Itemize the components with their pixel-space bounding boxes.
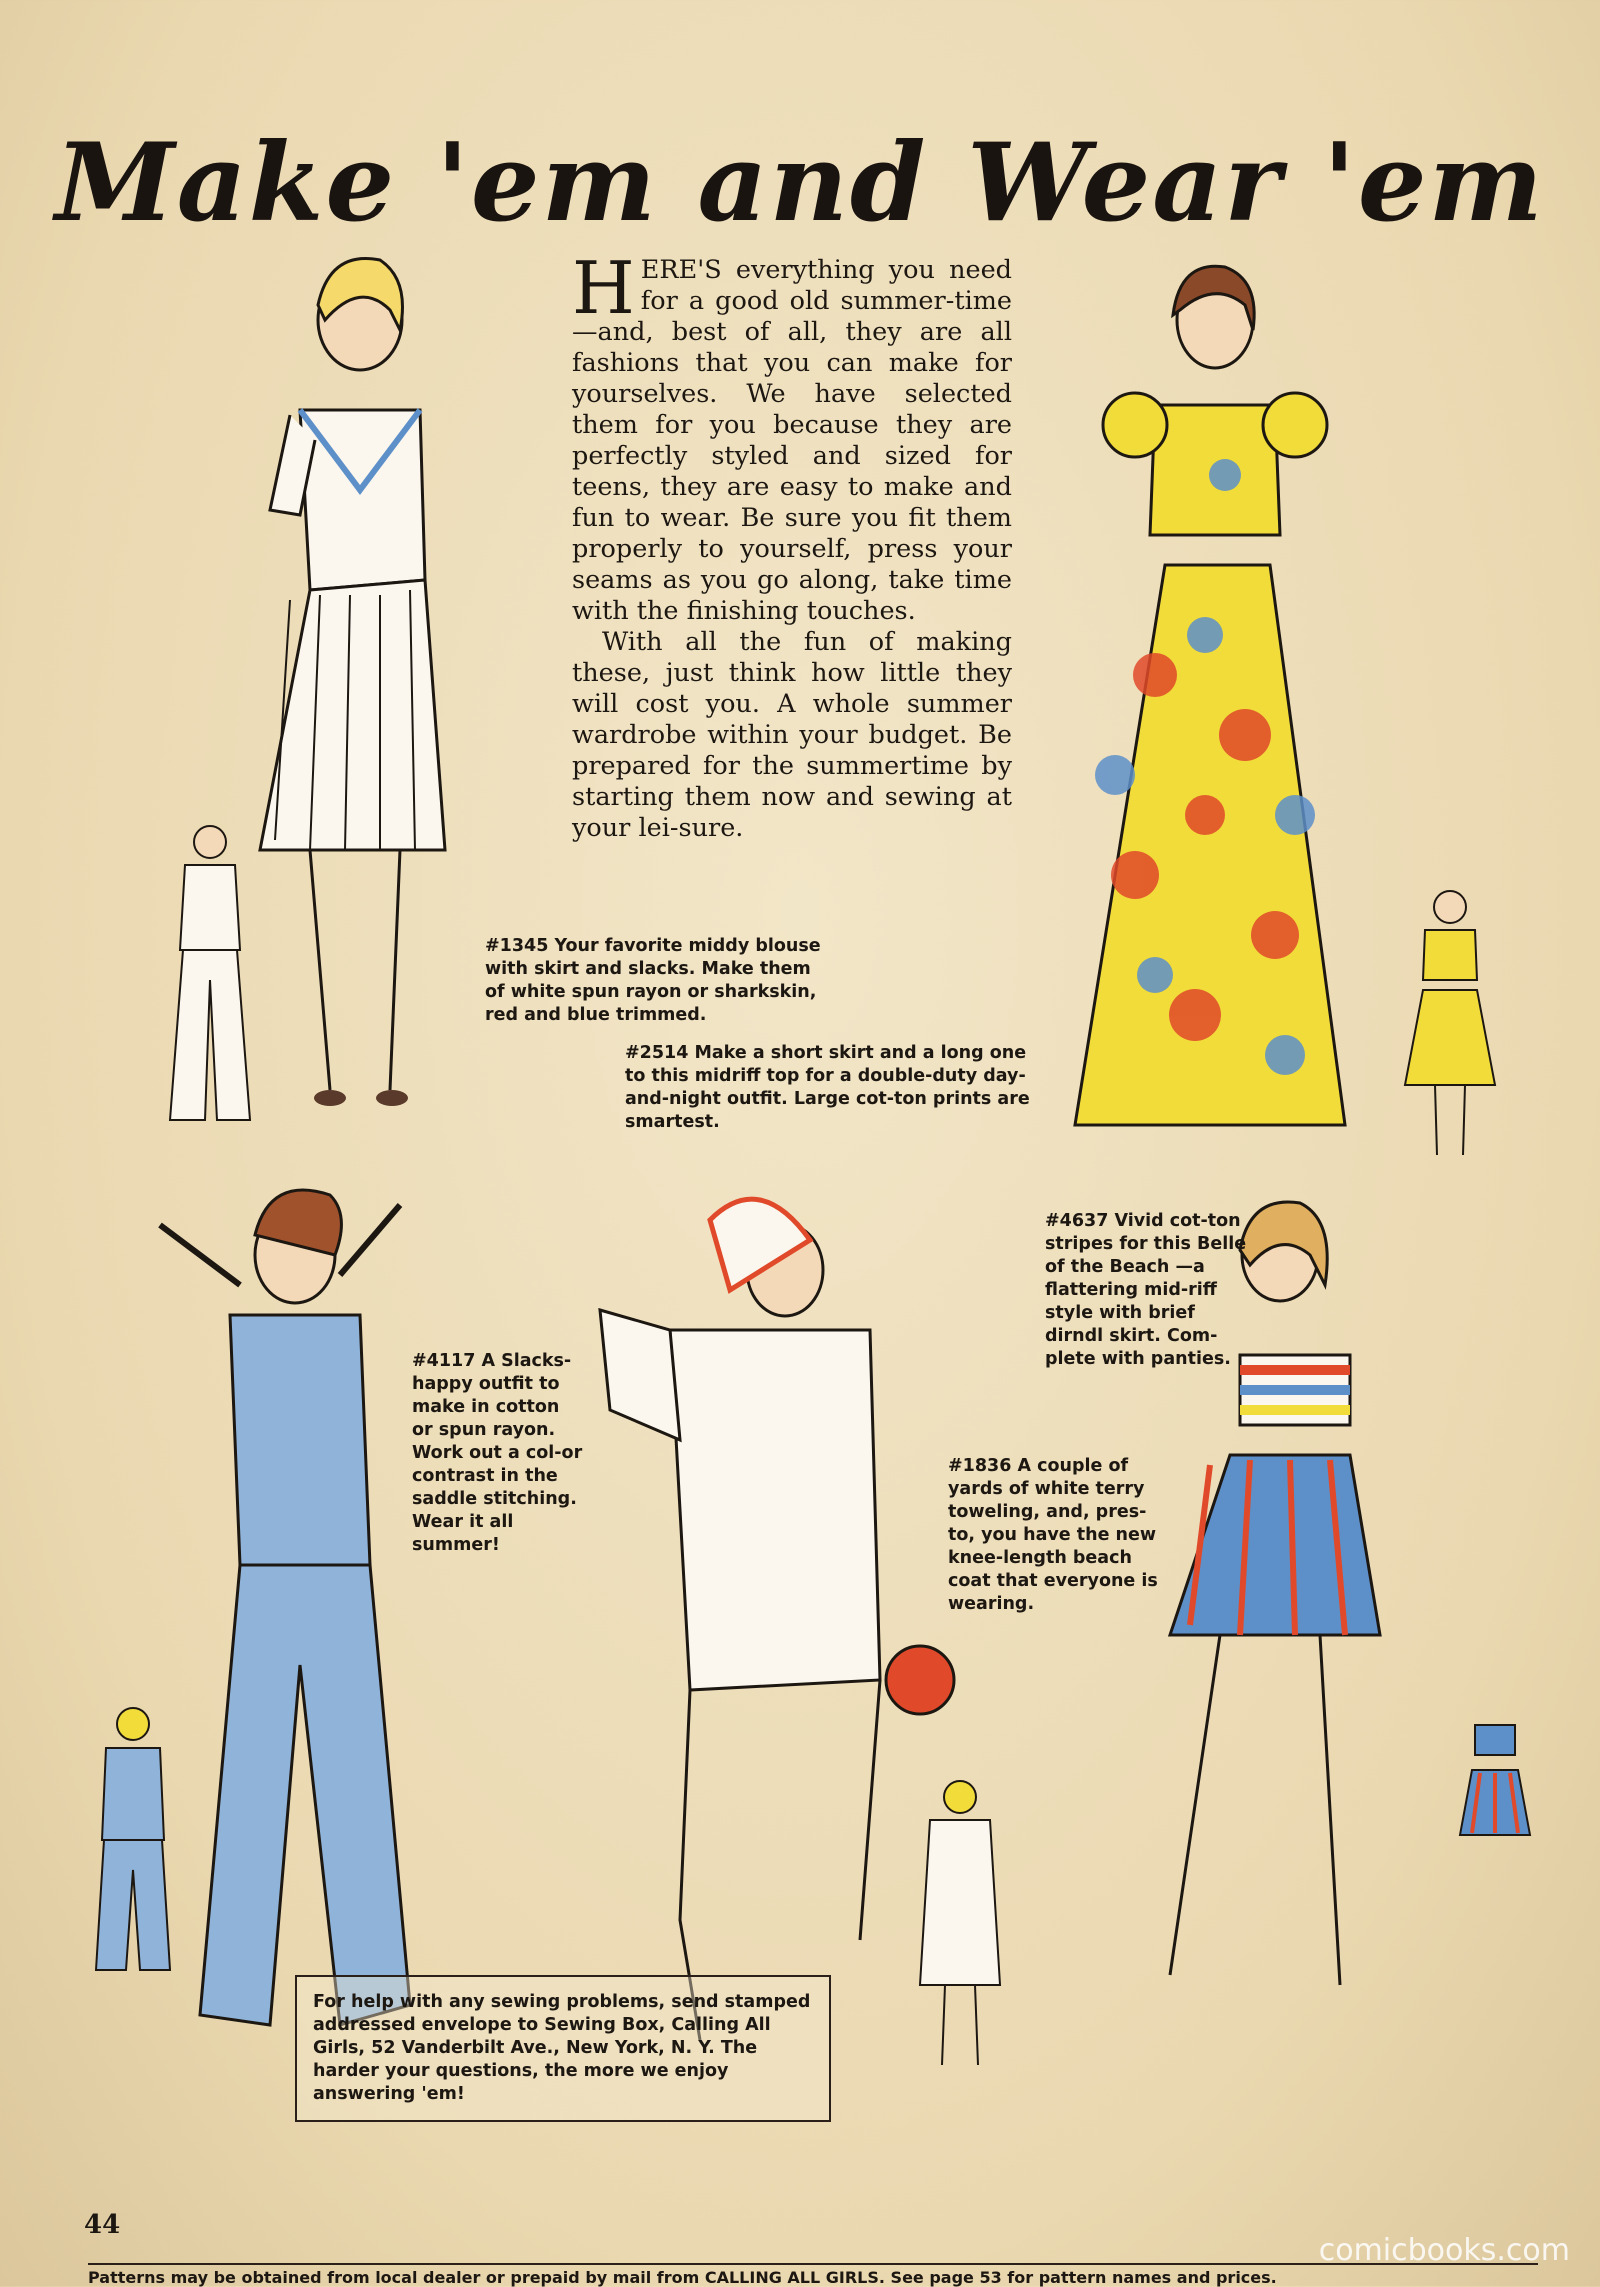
page-number: 44: [84, 2210, 121, 2240]
pattern-1345-caption: #1345 Your favorite middy blouse with skirt and slacks. Make them of white spun rayon or sharkskin, red and blue trimmed.: [485, 936, 821, 1025]
illustration-striped-small: [1460, 1715, 1530, 1845]
illustration-floral-gown: [1055, 255, 1355, 1155]
watermark: comicbooks.com: [1318, 2233, 1570, 2268]
illustration-blue-slacks-small: [78, 1700, 188, 1980]
intro-paragraph-2: With all the fun of making these, just think how little they will cost you. A whole summer wardrobe within your budget. Be prepared for the summertime by starting them now and sewing at your lei-sure.: [572, 627, 1012, 843]
illustration-floral-short-small: [1395, 885, 1505, 1170]
dropcap: H: [572, 246, 635, 330]
illustration-middy-dress: [230, 250, 470, 1130]
pattern-1836-caption: #1836 A couple of yards of white terry toweling, and, pres-to, you have the new knee-length beach coat that everyone is wearing.: [948, 1456, 1158, 1614]
illustration-middy-slacks-small: [155, 820, 265, 1130]
illustration-terry-robe-small: [910, 1775, 1010, 2075]
pattern-4637-caption: #4637 Vivid cot-ton stripes for this Belle of the Beach —a flattering mid-riff style with brief dirndl skirt. Com-plete with panties.: [1045, 1211, 1247, 1369]
pattern-4117-caption: #4117 A Slacks-happy outfit to make in cotton or spun rayon. Work out a col-or contrast in the saddle stitching. Wear it all summer!: [412, 1351, 583, 1555]
intro-paragraph-1: ERE'S everything you need for a good old summer-time—and, best of all, they are all fashions that you can make for yourselves. We have selected them for you because they are perfectly styled and sized for teens, they are easy to make and fun to wear. Be sure you fit them properly to yourself, press your seams as you go along, take time with the finishing touches.: [572, 255, 1012, 626]
pattern-2514-caption: #2514 Make a short skirt and a long one to this midriff top for a double-duty day-and-night outfit. Large cot-ton prints are smartest.: [625, 1043, 1030, 1132]
footer-note: Patterns may be obtained from local dealer or prepaid by mail from CALLING ALL GIRLS. See page 53 for pattern names and prices.: [88, 2268, 1277, 2287]
sewing-help-box: For help with any sewing problems, send stamped addressed envelope to Sewing Box, Calling All Girls, 52 Vanderbilt Ave., New York, N. Y. The harder your questions, the more we enjoy answering 'em!: [295, 1975, 831, 2122]
illustration-terry-robe: [590, 1180, 910, 2050]
page-title: Make 'em and Wear 'em: [55, 120, 1545, 246]
intro-text: [572, 246, 1012, 844]
